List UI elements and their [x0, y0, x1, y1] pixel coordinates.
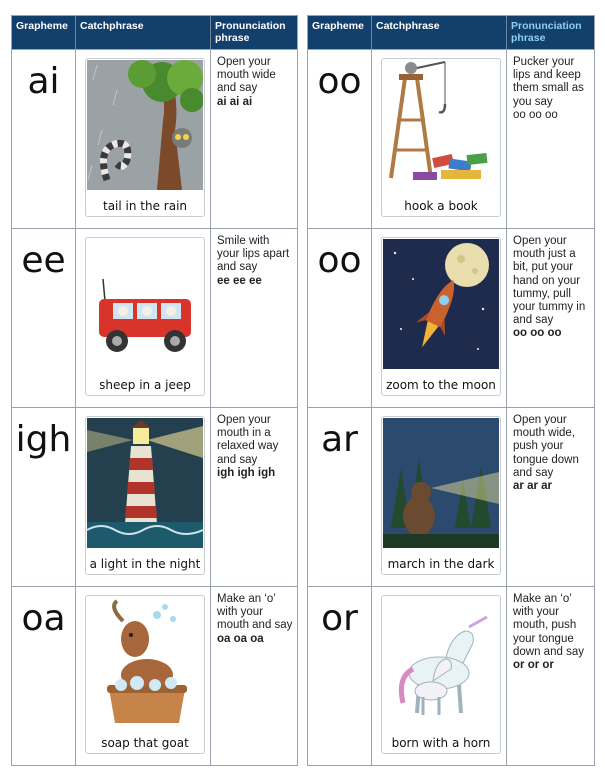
- pronunciation-phrase: Make an ‘o’ with your mouth, push your tongue down and say: [513, 593, 584, 658]
- pronunciation-text: [513, 56, 590, 122]
- catchphrase-caption: hook a book: [404, 199, 478, 213]
- header-grapheme: Grapheme: [12, 16, 76, 49]
- header-grapheme: Grapheme: [308, 16, 372, 49]
- catchphrase-card: [85, 416, 205, 575]
- pronunciation-phrase: Make an ‘o’ with your mouth and say: [217, 593, 293, 632]
- header-pronunciation: Pronunciation phrase: [511, 20, 582, 44]
- pronunciation-phrase: Smile with your lips apart and say: [217, 235, 290, 274]
- table-row: [308, 228, 594, 407]
- pronunciation-text: [217, 235, 293, 288]
- grapheme: ai: [27, 61, 60, 102]
- table-row: [308, 407, 594, 586]
- phonics-table-left: [11, 15, 298, 766]
- grapheme: oo: [317, 61, 362, 102]
- pronunciation-text: [513, 414, 590, 493]
- pronunciation-text: [217, 593, 293, 646]
- hook-books-icon: [383, 60, 499, 190]
- header-catchphrase: Catchphrase: [76, 16, 211, 49]
- unicorns-icon: [383, 597, 499, 727]
- pronunciation-text: [513, 593, 590, 672]
- catchphrase-caption: a light in the night: [89, 557, 201, 571]
- lemur-in-rain-icon: [87, 60, 203, 190]
- phonics-table-right: [307, 15, 595, 766]
- table-row: [12, 49, 297, 228]
- catchphrase-caption: march in the dark: [387, 557, 495, 571]
- sound-text: or or or: [513, 659, 554, 672]
- grapheme: ee: [21, 240, 66, 281]
- catchphrase-card: [85, 595, 205, 754]
- goat-bath-icon: [87, 597, 203, 727]
- pronunciation-phrase: Pucker your lips and keep them small as you say: [513, 56, 584, 108]
- sound-text: oa oa oa: [217, 632, 264, 645]
- catchphrase-card: [85, 58, 205, 217]
- grapheme: oo: [317, 240, 362, 281]
- grapheme: oa: [21, 598, 66, 639]
- catchphrase-caption: tail in the rain: [102, 199, 188, 213]
- catchphrase-card: [85, 237, 205, 396]
- catchphrase-card: [381, 416, 501, 575]
- table-row: [12, 228, 297, 407]
- pronunciation-text: [217, 414, 293, 480]
- grapheme: igh: [15, 419, 72, 460]
- header-catchphrase: Catchphrase: [372, 16, 507, 49]
- sound-text: ee ee ee: [217, 274, 262, 287]
- lighthouse-icon: [87, 418, 203, 548]
- catchphrase-card: [381, 595, 501, 754]
- table-row: [308, 586, 594, 765]
- table-header: [308, 16, 594, 49]
- catchphrase-card: [381, 58, 501, 217]
- rocket-moon-icon: [383, 239, 499, 369]
- pronunciation-phrase: Open your mouth just a bit, put your hand on your tummy, pull your tummy in and say: [513, 235, 586, 327]
- table-row: [12, 586, 297, 765]
- catchphrase-caption: sheep in a jeep: [99, 378, 191, 392]
- pronunciation-phrase: Open your mouth wide, push your tongue down and say: [513, 414, 579, 479]
- sheep-jeep-icon: [87, 239, 203, 369]
- pronunciation-phrase: Open your mouth wide and say: [217, 56, 276, 95]
- sound-text: oo oo oo: [513, 108, 558, 121]
- table-row: [308, 49, 594, 228]
- pronunciation-phrase: Open your mouth in a relaxed way and say: [217, 414, 279, 466]
- catchphrase-card: [381, 237, 501, 396]
- sound-text: igh igh igh: [217, 466, 276, 479]
- header-pronunciation: Pronunciation phrase: [215, 20, 286, 44]
- catchphrase-caption: born with a horn: [391, 736, 491, 750]
- catchphrase-caption: soap that goat: [101, 736, 189, 750]
- bear-night-icon: [383, 418, 499, 548]
- pronunciation-text: [217, 56, 293, 109]
- grapheme: ar: [321, 419, 358, 460]
- grapheme: or: [321, 598, 358, 639]
- table-header: [12, 16, 297, 49]
- pronunciation-text: [513, 235, 590, 341]
- sound-text: ar ar ar: [513, 480, 553, 493]
- sound-text: ai ai ai: [217, 95, 253, 108]
- table-row: [12, 407, 297, 586]
- sound-text: oo oo oo: [513, 327, 562, 340]
- catchphrase-caption: zoom to the moon: [386, 378, 496, 392]
